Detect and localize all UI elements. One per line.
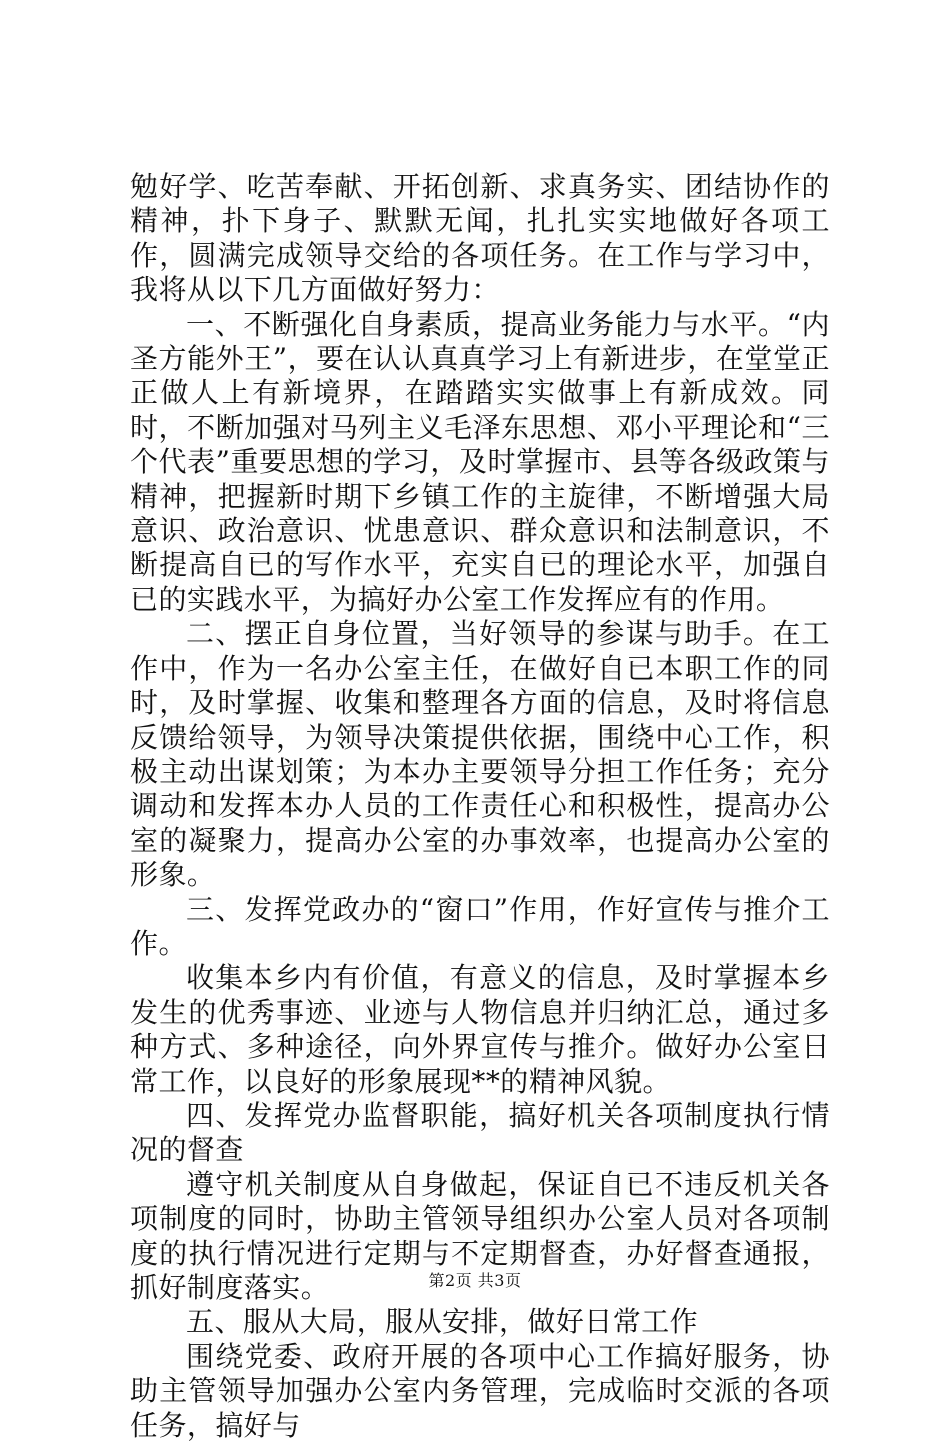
paragraph-section-2: 二、摆正自身位置，当好领导的参谋与助手。在工作中，作为一名办公室主任，在做好自已本职工作的同时，及时掌握、收集和整理各方面的信息，及时将信息反馈给领导，为领导决策提供依据，围绕中心工作，积极主动出谋划策；为本办主要领导分担工作任务；充分调动和发挥本办人员的工作责任心和积极性，提高办公室的凝聚力，提高办公室的办事效率，也提高办公室的形象。 bbox=[130, 617, 830, 892]
heading-section-4: 四、发挥党办监督职能，搞好机关各项制度执行情况的督查 bbox=[130, 1098, 830, 1167]
heading-section-5: 五、服从大局，服从安排，做好日常工作 bbox=[186, 1305, 699, 1339]
heading-section-3: 三、发挥党政办的“窗口”作用，作好宣传与推介工作。 bbox=[130, 892, 830, 960]
paragraph-section-3: 收集本乡内有价值，有意义的信息，及时掌握本乡发生的优秀事迹、业迹与人物信息并归纳汇总，通过多种方式、多种途径，向外界宣传与推介。做好办公室日常工作，以良好的形象展现**的精神风貌。 bbox=[130, 961, 830, 1098]
paragraph-section-5: 围绕党委、政府开展的各项中心工作搞好服务，协助主管领导加强办公室内务管理，完成临时交派的各项任务，搞好与 bbox=[130, 1339, 830, 1442]
page-footer: 第2页 共3页 bbox=[428, 1271, 522, 1290]
paragraph-section-4: 遵守机关制度从自身做起，保证自已不违反机关各项制度的同时，协助主管领导组织办公室人员对各项制度的执行情况进行定期与不定期督查，办好督查通报，抓好制度落实。 bbox=[130, 1167, 830, 1304]
paragraph-section-1: 一、不断强化自身素质，提高业务能力与水平。“内圣方能外王”，要在认认真真学习上有新进步，在堂堂正正做人上有新境界，在踏踏实实做事上有新成效。同时，不断加强对马列主义毛泽东思想、邓小平理论和“三个代表”重要思想的学习，及时掌握市、县等各级政策与精神，把握新时期下乡镇工作的主旋律，不断增强大局意识、政治意识、忧患意识、群众意识和法制意识，不断提高自已的写作水平，充实自已的理论水平，加强自已的实践水平，为搞好办公室工作发挥应有的作用。 bbox=[130, 307, 830, 616]
document-body bbox=[130, 170, 830, 1443]
paragraph-continuation: 勉好学、吃苦奉献、开拓创新、求真务实、团结协作的精神，扑下身子、默默无闻，扎扎实实地做好各项工作，圆满完成领导交给的各项任务。在工作与学习中，我将从以下几方面做好努力： bbox=[130, 170, 830, 307]
